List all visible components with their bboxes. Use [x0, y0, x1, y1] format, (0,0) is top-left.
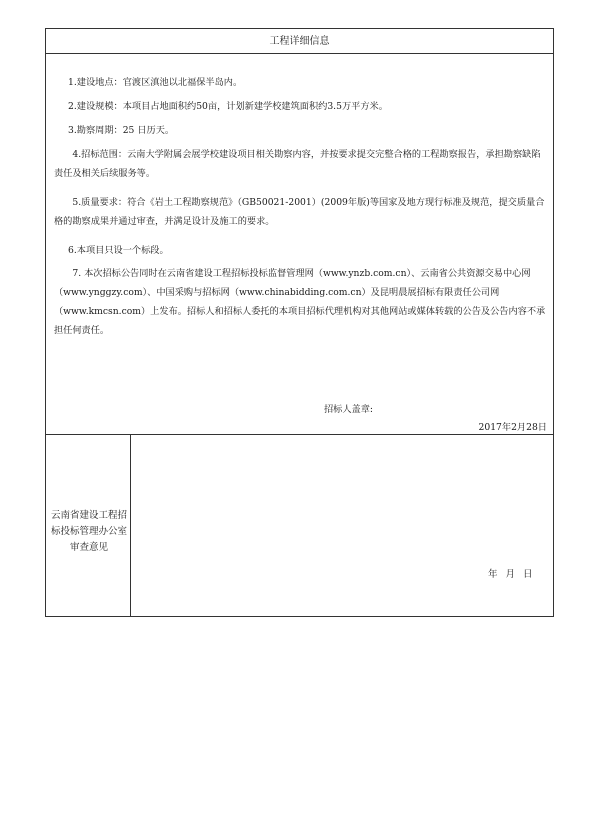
review-label-cell [46, 434, 131, 616]
item-period: 3.勘察周期：25 日历天。 [68, 125, 175, 136]
item-scope: 4.招标范围：云南大学附属会展学校建设项目相关勘察内容，并按要求提交完整合格的工程勘察报告，承担勘察缺陷责任及相关后续服务等。 [54, 149, 541, 179]
signature-label: 招标人盖章: [324, 404, 374, 415]
item-scale: 2.建设规模：本项目占地面积约50亩，计划新建学校建筑面积约3.5万平方米。 [68, 101, 388, 112]
item-location: 1.建设地点：官渡区滇池以北福保半岛内。 [68, 77, 243, 88]
item-sections: 6.本项目只设一个标段。 [68, 245, 169, 256]
detail-table [45, 28, 554, 617]
review-row [46, 434, 553, 616]
signature-date: 2017年2月28日 [478, 422, 547, 433]
item-publication: 7. 本次招标公告同时在云南省建设工程招标投标监督管理网（www.ynzb.com.cn）、云南省公共资源交易中心网（www.ynggzy.com）、中国采购与招标网（www.chinabidding.com.cn）及昆明晨展招标有限责任公司网（www.kmcsn.com）上发布。招标人和招标人委托的本项目招标代理机构对其他网站或媒体转载的公告及公告内容不承担任何责任。 [54, 268, 546, 336]
review-date-placeholder: 年 月 日 [488, 569, 533, 580]
table-header [46, 29, 553, 54]
detail-body [46, 53, 553, 435]
review-label: 云南省建设工程招标投标管理办公室审查意见 [50, 510, 127, 553]
item-quality: 5.质量要求：符合《岩土工程勘察规范》（GB50021-2001）(2009年版)等国家及地方现行标准及规范，提交质量合格的勘察成果并通过审查，并满足设计及施工的要求。 [54, 197, 545, 227]
table-title: 工程详细信息 [269, 36, 330, 47]
